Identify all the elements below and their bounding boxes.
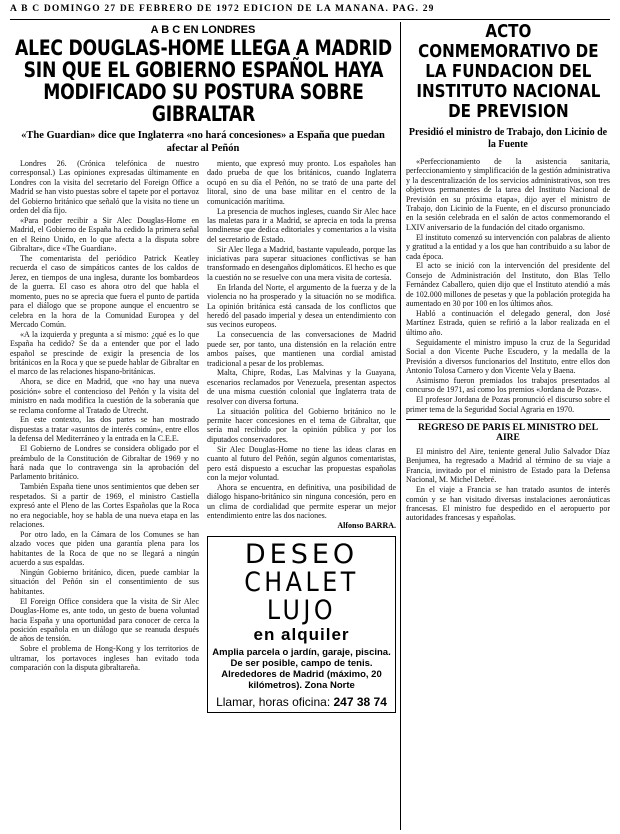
advert-line-1: DESEO bbox=[244, 539, 359, 571]
paragraph: También España tiene unos sentimientos que deben ser respetados. Si a partir de 1969, el ministro Castiella expresó ante el Pleno de las Cortes Españolas que la Roca no era negociable, hoy se habla de una nueva etapa en las relaciones. bbox=[10, 482, 199, 529]
paragraph: «Perfeccionamiento de la asistencia sanitaria, perfeccionamiento y simplificación de la gestión administrativa y la descentralización de los servicios administrativos, son tres objetivos permanentes de la tarea del Instituto Nacional de Previsión en su próxima etapa», dijo ayer el ministro de Trabajo, don Licinio de la Fuente, en el discurso pronunciado en la sesión celebrada en el salón de actos conmemorando el LXIV aniversario de la fundación del citado organismo. bbox=[406, 157, 610, 232]
article-deck: «The Guardian» dice que Inglaterra «no hará concesiones» a España que puedan afectar al Peñón bbox=[21, 130, 385, 154]
newspaper-page bbox=[10, 4, 610, 832]
paragraph: La consecuencia de las conversaciones de Madrid puede ser, por tanto, una distensión en la relación entre ambos países, que mantienen una cordial amistad tradicional a pesar de los problemas. bbox=[207, 330, 396, 368]
paragraph: Habló a continuación el delegado general, don José Martínez Estrada, quien se refirió a la labor realizada en el último año. bbox=[406, 309, 610, 337]
column-divider bbox=[400, 22, 401, 830]
paragraph: miento, que expresó muy pronto. Los españoles han dado prueba de que los británicos, cuando Inglaterra ocupó en su día el Peñón, no se trató de una parte del litoral, sino de una base militar en el centro de la comunicación marítima. bbox=[207, 159, 396, 206]
paragraph: El instituto comenzó su intervención con palabras de aliento y gratitud a la entidad y a los que han contribuido a su labor de cada época. bbox=[406, 232, 610, 261]
paragraph: La presencia de muchos ingleses, cuando Sir Alec hace las maletas para ir a Madrid, se aprecia en toda la prensa londinense que dedica editoriales y comentarios a la visita del secretario de Estado. bbox=[207, 206, 396, 244]
advert-description: Amplia parcela o jardín, garaje, piscina. De ser posible, campo de tenis. Alrededores de Madrid (máximo, 20 kilómetros). Zona Norte bbox=[212, 647, 391, 692]
right-subheadline: REGRESO DE PARIS EL MINISTRO DEL AIRE bbox=[406, 419, 610, 444]
paragraph: El Gobierno de Londres se considera obligado por el preámbulo de la Constitución de Gibraltar de 1969 y no hará nada que lo contravenga sin la aprobación del Parlamento británico. bbox=[10, 444, 199, 482]
right-body-2 bbox=[406, 447, 610, 523]
paragraph: Ahora, se dice en Madrid, que «no hay una nueva posición» sobre el contencioso del Peñón y la visita del ministro en nada modifica la cuestión de la soberanía que se reclama conforme al Tratado de Utrecht. bbox=[10, 377, 199, 415]
advert-line-3: en alquiler bbox=[253, 625, 350, 645]
right-deck: Presidió el ministro de Trabajo, don Licinio de la Fuente bbox=[408, 127, 608, 150]
article-columns bbox=[10, 159, 396, 713]
paragraph: Asimismo fueron premiados los trabajos presentados al concurso de 1971, así como los premios «Jordana de Pozas». bbox=[406, 375, 610, 395]
article-column-1 bbox=[10, 159, 199, 713]
paragraph: Ningún Gobierno británico, dicen, puede cambiar la situación del Peñón sin el consentimiento de sus habitantes. bbox=[10, 567, 199, 596]
paragraph: Malta, Chipre, Rodas, Las Malvinas y la Guayana, escenarios reclamados por Venezuela, presentan aspectos de una misma cuestión colonial que Inglaterra trata de resolver con diversa fortuna. bbox=[207, 368, 396, 406]
paragraph: Sir Alec Douglas-Home no tiene las ideas claras en cuanto al futuro del Peñón, según algunos comentaristas, pero está dispuesto a escuchar las propuestas españolas con la mejor voluntad. bbox=[207, 444, 396, 482]
paragraph: El acto se inició con la intervención del presidente del Consejo de Administración del Instituto, don Blas Tello Fernández Caballero, quien dijo que el Instituto atendió a más de 102.000 millones de pesetas y que la población protegida ha aumentado en 30 por 100 en los últimos años. bbox=[406, 261, 610, 309]
paragraph: «Para poder recibir a Sir Alec Douglas-Home en Madrid, el Gobierno de España ha cedido la primera señal en el Reino Unido, en lo que afecta a la disputa sobre Gibraltar», dice «The Guardian». bbox=[10, 215, 199, 254]
page-folio: A B C DOMINGO 27 DE FEBRERO DE 1972 EDICION DE LA MAÑANA. PAG. 29 bbox=[10, 4, 610, 20]
paragraph: Londres 26. (Crónica telefónica de nuestro corresponsal.) Las opiniones expresadas últimamente en Londres con la visita del secretario del Foreign Office a Madrid se han visto puestas sobre el tapete por el portavoz del Gobierno británico que señaló que la visita no tiene un orden del día fijo. bbox=[10, 159, 199, 216]
right-body bbox=[406, 157, 610, 414]
paragraph: El ministro del Aire, teniente general Julio Salvador Díaz Benjumea, ha regresado a Madrid al término de su viaje a Francia, invitado por el ministro de Estado para la Defensa Nacional, M. Michel Debré. bbox=[406, 446, 610, 485]
gibraltar-article bbox=[10, 22, 396, 830]
paragraph: The comentarista del periódico Patrick Keatley recuerda el caso de simpáticos cantes de los caldos de Jerez, en tiempos de una inglesa, durante los bombardeos de la guerra. El caso es ahora otro del que habla el momento, pues no se aprecia que fuera el punto de partida para el diálogo que se propone aunque el encuentro se celebra en la hora de la Comunidad Europea y del Mercado Común. bbox=[10, 254, 199, 329]
paragraph: Sobre el problema de Hong-Kong y los territorios de ultramar, los portavoces ingleses han evitado toda comparación con la disputa gibraltareña. bbox=[10, 644, 199, 673]
column-2-text bbox=[207, 159, 396, 530]
paragraph: El profesor Jordana de Pozas pronunció el discurso sobre el primer tema de la Seguridad Social Agraria en 1970. bbox=[406, 395, 610, 414]
classified-advert bbox=[207, 536, 396, 713]
paragraph: Ahora se encuentra, en definitiva, una posibilidad de diálogo hispano-británico sin ninguna concesión, pero en un clima de cordialidad que permite esperar un mejor entendimiento entre las dos naciones. bbox=[207, 482, 396, 521]
right-headline: ACTO CONMEMORATIVO DE LA FUNDACION DEL INSTITUTO NACIONAL DE PREVISION bbox=[415, 22, 601, 122]
paragraph: En este contexto, las dos partes se han mostrado dispuestas a tratar «asuntos de interés común», entre ellos la defensa del Mediterráneo y la entrada en la C.E.E. bbox=[10, 415, 199, 444]
paragraph: En Irlanda del Norte, el argumento de la fuerza y de la violencia no ha prosperado y la situación no se modifica. La opinión británica está cansada de los conflictos que heredó del pasado imperial y desea un entendimiento con sus vecinos europeos. bbox=[207, 282, 396, 330]
paragraph: «A la izquierda y pregunta a sí mismo: ¿qué es lo que España ha cedido? Se da a entender que por el lado español se prescinde de exigir la presencia de los británicos en la Roca y que se puede hablar de Gibraltar en el marco de las relaciones hispano-británicas. bbox=[10, 329, 199, 377]
paragraph: El Foreign Office considera que la visita de Sir Alec Douglas-Home es, ante todo, un gesto de buena voluntad hacia España y una oportunidad para conocer de cerca la posición española en un diálogo que se reanuda después de años de tensión. bbox=[10, 596, 199, 644]
advert-line-2: CHALET LUJO bbox=[244, 567, 359, 627]
author-signature: Alfonso BARRA. bbox=[337, 521, 396, 531]
advert-phone bbox=[212, 695, 391, 709]
advert-phone-label: Llamar, horas oficina: bbox=[216, 695, 331, 710]
paragraph: Sir Alec llega a Madrid, bastante vapuleado, porque las iniciativas para superar situaciones conflictivas se han transformado en desengaños diplomáticos. El hecho es que la cuestión no se resuelve con una mera visita de cortesía. bbox=[207, 244, 396, 282]
article-kicker: A B C EN LONDRES bbox=[150, 24, 256, 36]
article-column-2 bbox=[207, 159, 396, 713]
paragraph: Seguidamente el ministro impuso la cruz de la Seguridad Social a don Vicente Puche Escudero, y la medalla de la Previsión a diversos funcionarios del Instituto, entre ellos don Antonio Tolosa Carnero y don Vicente Vela y Baena. bbox=[406, 337, 610, 375]
article-headline: ALEC DOUGLAS-HOME LLEGA A MADRID SIN QUE EL GOBIERNO ESPAÑOL HAYA MODIFICADO SU POSTURA SOBRE GIBRALTAR bbox=[14, 36, 392, 126]
paragraph: En el viaje a Francia se han tratado asuntos de interés común y se han visitado diversas instalaciones aeronáuticas francesas. El ministro fue despedido en el aeropuerto por autoridades francesas y españolas. bbox=[406, 485, 610, 523]
paragraph: Por otro lado, en la Cámara de los Comunes se han alzado voces que piden una garantía plena para los habitantes de la Roca de que no se llegará a ningún acuerdo a sus espaldas. bbox=[10, 529, 199, 568]
prevision-article bbox=[406, 22, 610, 830]
paragraph: La situación política del Gobierno británico no le permite hacer concesiones en el tema de Gibraltar, que sería mal recibido por la opinión pública y por los diputados conservadores. bbox=[207, 406, 396, 444]
advert-phone-number: 247 38 74 bbox=[333, 695, 387, 710]
